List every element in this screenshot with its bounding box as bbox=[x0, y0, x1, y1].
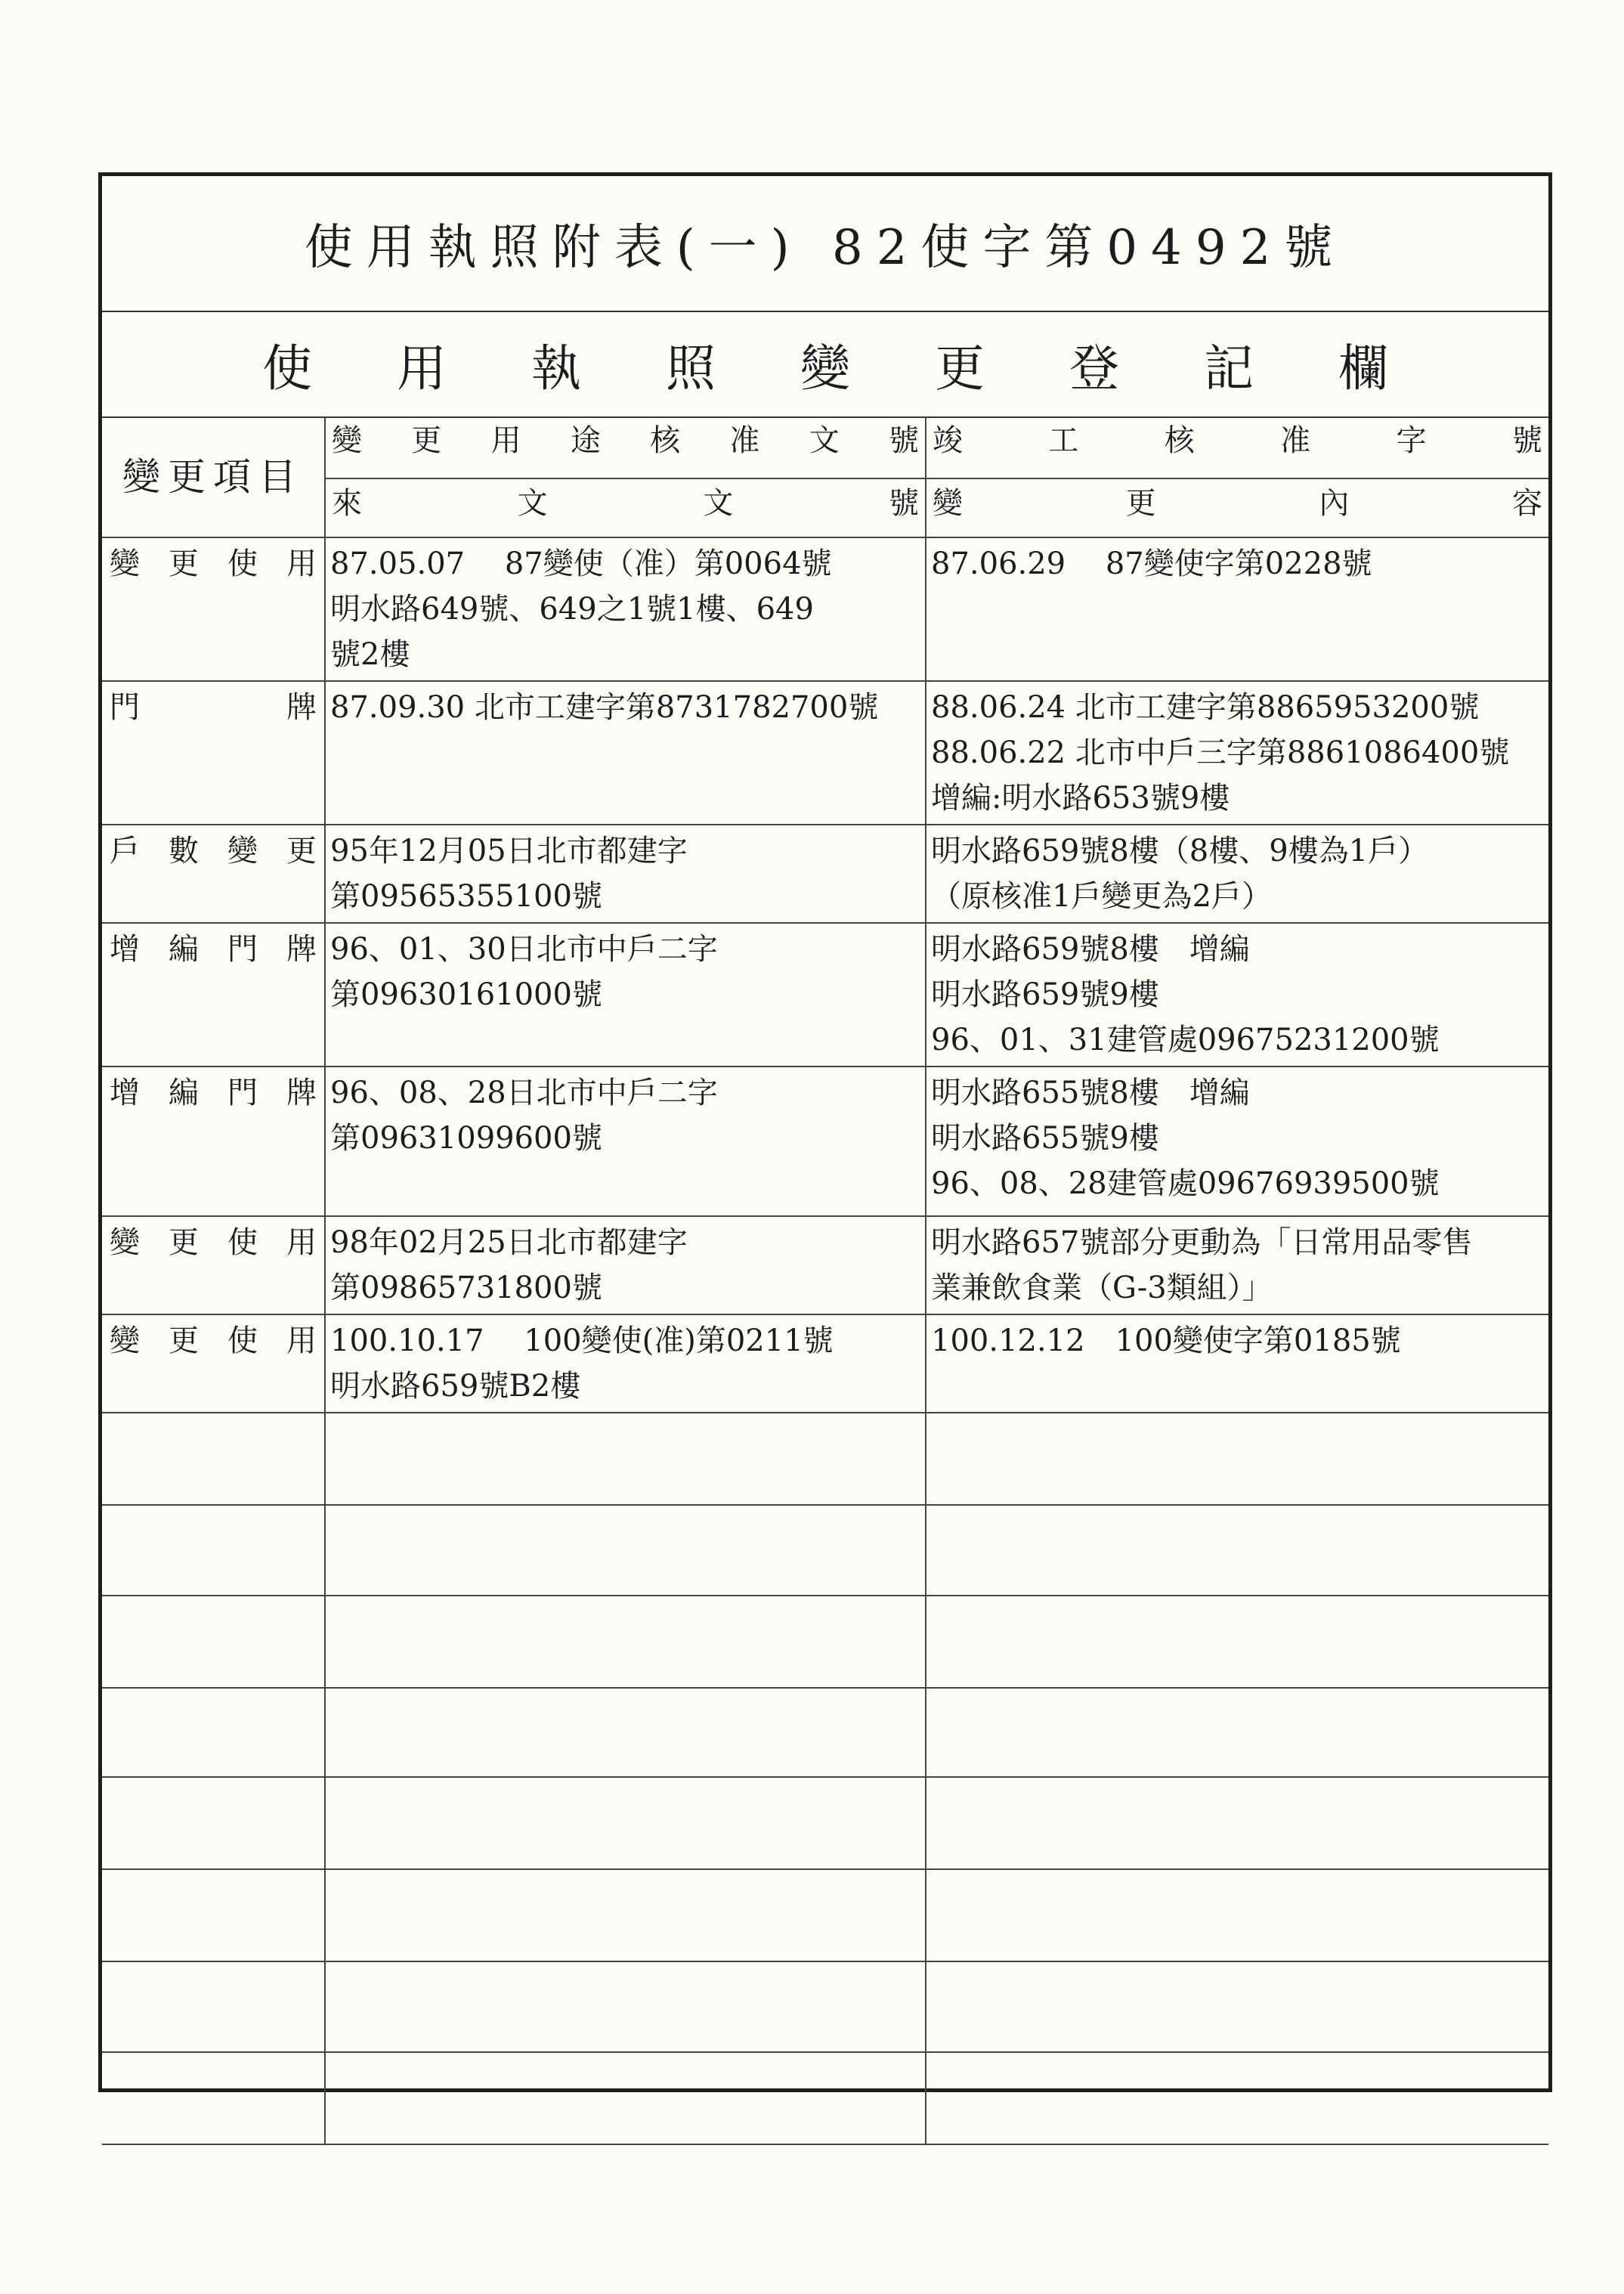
header-item bbox=[102, 416, 325, 537]
change-item-cell bbox=[102, 1314, 325, 1413]
empty-cell bbox=[926, 1777, 1548, 1869]
label-char: 使 bbox=[227, 546, 258, 581]
cell-line: 明水路659號9樓 bbox=[931, 977, 1159, 1012]
label-char: 號 bbox=[888, 486, 919, 521]
document-subtitle: 使用執照變更登記欄 bbox=[262, 339, 1473, 398]
cell-line: 明水路649號、649之1號1樓、649 bbox=[330, 592, 814, 627]
label-char: 更 bbox=[286, 834, 317, 868]
document-title: 使用執照附表(一) 82使字第0492號 bbox=[304, 220, 1347, 276]
form-frame bbox=[98, 172, 1552, 2092]
label-char: 來 bbox=[332, 486, 362, 521]
change-content-cell bbox=[926, 1067, 1548, 1216]
cell-line: 明水路659號8樓 增編 bbox=[931, 932, 1250, 967]
subtitle-row bbox=[102, 311, 1548, 418]
change-content-cell bbox=[926, 923, 1548, 1067]
label-char: 變 bbox=[110, 546, 140, 581]
change-item-label bbox=[110, 685, 317, 730]
table-row bbox=[102, 1314, 1548, 1413]
approval-doc-cell bbox=[325, 1067, 926, 1216]
empty-cell bbox=[325, 1505, 926, 1596]
approval-doc-cell bbox=[325, 1216, 926, 1314]
cell-line: 87.05.07 87變使（准）第0064號 bbox=[330, 546, 832, 581]
label-char: 門 bbox=[110, 690, 140, 725]
label-char: 更 bbox=[1125, 486, 1156, 521]
header-approval-doc bbox=[325, 416, 926, 478]
label-char: 文 bbox=[703, 486, 734, 521]
empty-cell bbox=[325, 1777, 926, 1869]
label-char: 牌 bbox=[286, 932, 317, 967]
empty-cell bbox=[325, 1961, 926, 2052]
cell-line: 業兼飲食業（G-3類組）」 bbox=[931, 1271, 1273, 1305]
empty-cell bbox=[926, 1413, 1548, 1505]
cell-line: 增編:明水路653號9樓 bbox=[931, 781, 1230, 816]
cell-line: 95年12月05日北市都建字 bbox=[330, 834, 688, 868]
change-item-cell bbox=[102, 1216, 325, 1314]
label-char: 准 bbox=[729, 423, 760, 458]
cell-line: 號2樓 bbox=[330, 637, 410, 672]
approval-doc-cell bbox=[325, 825, 926, 923]
label-char: 容 bbox=[1511, 486, 1542, 521]
cell-line: 明水路657號部分更動為「日常用品零售 bbox=[931, 1225, 1473, 1260]
change-item-cell bbox=[102, 825, 325, 923]
cell-line: 明水路659號B2樓 bbox=[330, 1369, 581, 1404]
cell-line: 第09565355100號 bbox=[330, 879, 602, 914]
label-char: 用 bbox=[286, 1323, 317, 1358]
label-char: 變 bbox=[332, 423, 362, 458]
empty-row bbox=[102, 1596, 1548, 1688]
label-char: 內 bbox=[1319, 486, 1350, 521]
empty-cell bbox=[926, 1596, 1548, 1688]
empty-cell bbox=[102, 1505, 325, 1596]
header-item-label: 變更項目 bbox=[122, 454, 304, 499]
empty-cell bbox=[325, 1413, 926, 1505]
table-row bbox=[102, 825, 1548, 923]
label-char: 用 bbox=[286, 1225, 317, 1260]
header-incoming-doc-label bbox=[332, 481, 919, 526]
approval-doc-cell bbox=[325, 923, 926, 1067]
empty-cell bbox=[102, 1869, 325, 1961]
empty-row bbox=[102, 1869, 1548, 1961]
cell-line: 明水路655號8樓 增編 bbox=[931, 1076, 1250, 1110]
empty-cell bbox=[102, 1413, 325, 1505]
label-char: 牌 bbox=[286, 690, 317, 725]
approval-doc-cell bbox=[325, 1314, 926, 1413]
change-item-label bbox=[110, 1318, 317, 1364]
label-char: 編 bbox=[169, 932, 199, 967]
change-item-cell bbox=[102, 923, 325, 1067]
label-char: 更 bbox=[169, 546, 199, 581]
label-char: 變 bbox=[110, 1323, 140, 1358]
table-row bbox=[102, 1216, 1548, 1314]
empty-row bbox=[102, 1688, 1548, 1777]
cell-line: （原核准1戶變更為2戶） bbox=[931, 879, 1272, 914]
label-char: 變 bbox=[110, 1225, 140, 1260]
header-row-1 bbox=[102, 416, 1548, 478]
empty-row bbox=[102, 1777, 1548, 1869]
change-item-label bbox=[110, 828, 317, 874]
label-char: 號 bbox=[888, 423, 919, 458]
cell-line: 96、08、28建管處09676939500號 bbox=[931, 1166, 1440, 1201]
label-char: 門 bbox=[227, 932, 258, 967]
label-char: 文 bbox=[809, 423, 840, 458]
label-char: 途 bbox=[570, 423, 601, 458]
label-char: 牌 bbox=[286, 1076, 317, 1110]
cell-line: 96、01、31建管處09675231200號 bbox=[931, 1023, 1440, 1057]
empty-cell bbox=[102, 2052, 325, 2144]
table-row bbox=[102, 1067, 1548, 1216]
empty-cell bbox=[926, 1961, 1548, 2052]
approval-doc-cell bbox=[325, 681, 926, 825]
cell-line: 第09630161000號 bbox=[330, 977, 602, 1012]
cell-line: 100.10.17 100變使(准)第0211號 bbox=[330, 1323, 834, 1358]
label-char: 字 bbox=[1396, 423, 1427, 458]
approval-doc-cell bbox=[325, 537, 926, 681]
change-content-cell bbox=[926, 681, 1548, 825]
label-char: 更 bbox=[411, 423, 442, 458]
label-char: 戶 bbox=[110, 834, 140, 868]
header-incoming-doc bbox=[325, 478, 926, 537]
cell-line: 87.09.30 北市工建字第8731782700號 bbox=[330, 690, 879, 725]
label-char: 增 bbox=[110, 1076, 140, 1110]
label-char: 使 bbox=[227, 1323, 258, 1358]
label-char: 文 bbox=[517, 486, 548, 521]
cell-line: 98年02月25日北市都建字 bbox=[330, 1225, 688, 1260]
empty-cell bbox=[926, 1869, 1548, 1961]
empty-cell bbox=[325, 1869, 926, 1961]
label-char: 更 bbox=[169, 1323, 199, 1358]
label-char: 號 bbox=[1511, 423, 1542, 458]
change-content-cell bbox=[926, 825, 1548, 923]
empty-cell bbox=[926, 1505, 1548, 1596]
change-item-cell bbox=[102, 1067, 325, 1216]
cell-line: 明水路655號9樓 bbox=[931, 1121, 1159, 1156]
change-item-cell bbox=[102, 537, 325, 681]
label-char: 用 bbox=[490, 423, 521, 458]
label-char: 數 bbox=[169, 834, 199, 868]
empty-cell bbox=[102, 1688, 325, 1777]
table-row bbox=[102, 537, 1548, 681]
empty-cell bbox=[325, 1688, 926, 1777]
cell-line: 88.06.22 北市中戶三字第8861086400號 bbox=[931, 735, 1510, 770]
change-content-cell bbox=[926, 537, 1548, 681]
cell-line: 100.12.12 100變使字第0185號 bbox=[931, 1323, 1401, 1358]
label-char: 更 bbox=[169, 1225, 199, 1260]
label-char: 准 bbox=[1280, 423, 1311, 458]
change-item-label bbox=[110, 1070, 317, 1116]
title-row bbox=[102, 176, 1548, 312]
change-content-cell bbox=[926, 1216, 1548, 1314]
cell-line: 96、08、28日北市中戶二字 bbox=[330, 1076, 718, 1110]
header-approval-doc-label bbox=[332, 418, 919, 463]
label-char: 用 bbox=[286, 546, 317, 581]
label-char: 使 bbox=[227, 1225, 258, 1260]
empty-cell bbox=[102, 1961, 325, 2052]
label-char: 增 bbox=[110, 932, 140, 967]
empty-cell bbox=[325, 2052, 926, 2144]
change-item-cell bbox=[102, 681, 325, 825]
header-change-content bbox=[926, 478, 1548, 537]
table-row bbox=[102, 681, 1548, 825]
label-char: 變 bbox=[933, 486, 963, 521]
empty-cell bbox=[325, 1596, 926, 1688]
header-completion-no bbox=[926, 416, 1548, 478]
label-char: 工 bbox=[1048, 423, 1079, 458]
cell-line: 87.06.29 87變使字第0228號 bbox=[931, 546, 1372, 581]
change-item-label bbox=[110, 1220, 317, 1265]
cell-line: 96、01、30日北市中戶二字 bbox=[330, 932, 718, 967]
empty-row bbox=[102, 2052, 1548, 2144]
label-char: 核 bbox=[650, 423, 681, 458]
empty-cell bbox=[926, 2052, 1548, 2144]
label-char: 門 bbox=[227, 1076, 258, 1110]
cell-line: 88.06.24 北市工建字第8865953200號 bbox=[931, 690, 1480, 725]
label-char: 變 bbox=[227, 834, 258, 868]
header-completion-no-label bbox=[933, 418, 1542, 463]
change-item-label bbox=[110, 541, 317, 587]
empty-row bbox=[102, 1413, 1548, 1505]
change-registration-table bbox=[102, 416, 1548, 2145]
empty-row bbox=[102, 1505, 1548, 1596]
label-char: 編 bbox=[169, 1076, 199, 1110]
empty-row bbox=[102, 1961, 1548, 2052]
cell-line: 第09631099600號 bbox=[330, 1121, 602, 1156]
cell-line: 明水路659號8樓（8樓、9樓為1戶） bbox=[931, 834, 1429, 868]
empty-cell bbox=[102, 1777, 325, 1869]
change-item-label bbox=[110, 927, 317, 972]
header-change-content-label bbox=[933, 481, 1542, 526]
label-char: 核 bbox=[1164, 423, 1195, 458]
empty-cell bbox=[926, 1688, 1548, 1777]
table-row bbox=[102, 923, 1548, 1067]
cell-line: 第09865731800號 bbox=[330, 1271, 602, 1305]
change-content-cell bbox=[926, 1314, 1548, 1413]
label-char: 竣 bbox=[933, 423, 963, 458]
empty-cell bbox=[102, 1596, 325, 1688]
